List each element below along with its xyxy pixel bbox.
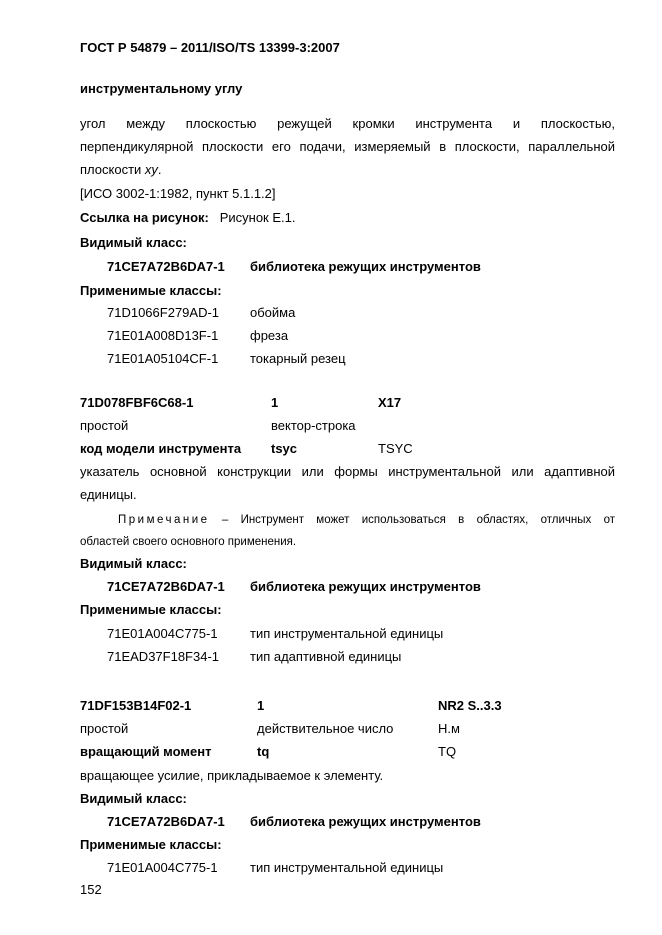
term-title: инструментальному углу [80, 81, 243, 96]
visible-class-name: библиотека режущих инструментов [250, 579, 481, 594]
applicable-classes-label: Применимые классы: [80, 602, 222, 617]
class-name: тип адаптивной единицы [250, 649, 402, 664]
definition-line: угол между плоскостью режущей кромки инструмента и плоскостью, [80, 116, 615, 131]
visible-class-label: Видимый класс: [80, 791, 187, 806]
class-code: 71E01A05104CF-1 [107, 351, 219, 366]
class-code: 71E01A008D13F-1 [107, 328, 219, 343]
entry-type: простой [80, 721, 129, 736]
visible-class-code: 71CE7A72B6DA7-1 [107, 259, 225, 274]
entry-code: NR2 S..3.3 [438, 698, 502, 713]
visible-class-code: 71CE7A72B6DA7-1 [107, 579, 225, 594]
visible-class-name: библиотека режущих инструментов [250, 814, 481, 829]
entry-name: код модели инструмента [80, 441, 242, 456]
page-number: 152 [80, 882, 102, 897]
class-name: тип инструментальной единицы [250, 860, 444, 875]
entry-version: 1 [271, 395, 279, 410]
entry-code: X17 [378, 395, 402, 410]
class-code: 71E01A004C775-1 [107, 860, 218, 875]
figure-reference: Ссылка на рисунок: Рисунок Е.1. [80, 210, 296, 225]
class-code: 71EAD37F18F34-1 [107, 649, 220, 664]
applicable-classes-label: Применимые классы: [80, 837, 222, 852]
class-code: 71D1066F279AD-1 [107, 305, 220, 320]
entry-datatype: вектор-строка [271, 418, 356, 433]
entry-symbol: tq [257, 744, 270, 759]
definition-line: единицы. [80, 487, 137, 502]
reference: [ИСО 3002-1:1982, пункт 5.1.1.2] [80, 186, 276, 201]
entry-short-name: TSYC [378, 441, 413, 456]
entry-name: вращающий момент [80, 744, 212, 759]
applicable-classes-label: Применимые классы: [80, 283, 222, 298]
definition-line: перпендикулярной плоскости его подачи, измеряемый в плоскости, параллельной [80, 139, 615, 154]
class-name: токарный резец [250, 351, 346, 366]
definition-line: вращающее усилие, прикладываемое к элементу. [80, 768, 384, 783]
document-header: ГОСТ Р 54879 – 2011/ISO/TS 13399-3:2007 [80, 40, 340, 55]
visible-class-label: Видимый класс: [80, 235, 187, 250]
definition-line: плоскости xy. [80, 162, 162, 177]
class-name: обойма [250, 305, 296, 320]
class-code: 71E01A004C775-1 [107, 626, 218, 641]
note-line: Примечание – Инструмент может использоваться в областях, отличных от [118, 514, 615, 526]
class-name: тип инструментальной единицы [250, 626, 444, 641]
entry-id: 71D078FBF6C68-1 [80, 395, 194, 410]
visible-class-label: Видимый класс: [80, 556, 187, 571]
definition-line: указатель основной конструкции или формы инструментальной или адаптивной [80, 464, 615, 479]
entry-short-name: TQ [438, 744, 457, 759]
class-name: фреза [250, 328, 289, 343]
entry-unit: Н.м [438, 721, 460, 736]
note-line: областей своего основного применения. [80, 536, 297, 548]
visible-class-name: библиотека режущих инструментов [250, 259, 481, 274]
visible-class-code: 71CE7A72B6DA7-1 [107, 814, 225, 829]
entry-datatype: действительное число [257, 721, 394, 736]
entry-id: 71DF153B14F02-1 [80, 698, 192, 713]
entry-type: простой [80, 418, 129, 433]
entry-version: 1 [257, 698, 265, 713]
entry-symbol: tsyc [271, 441, 298, 456]
